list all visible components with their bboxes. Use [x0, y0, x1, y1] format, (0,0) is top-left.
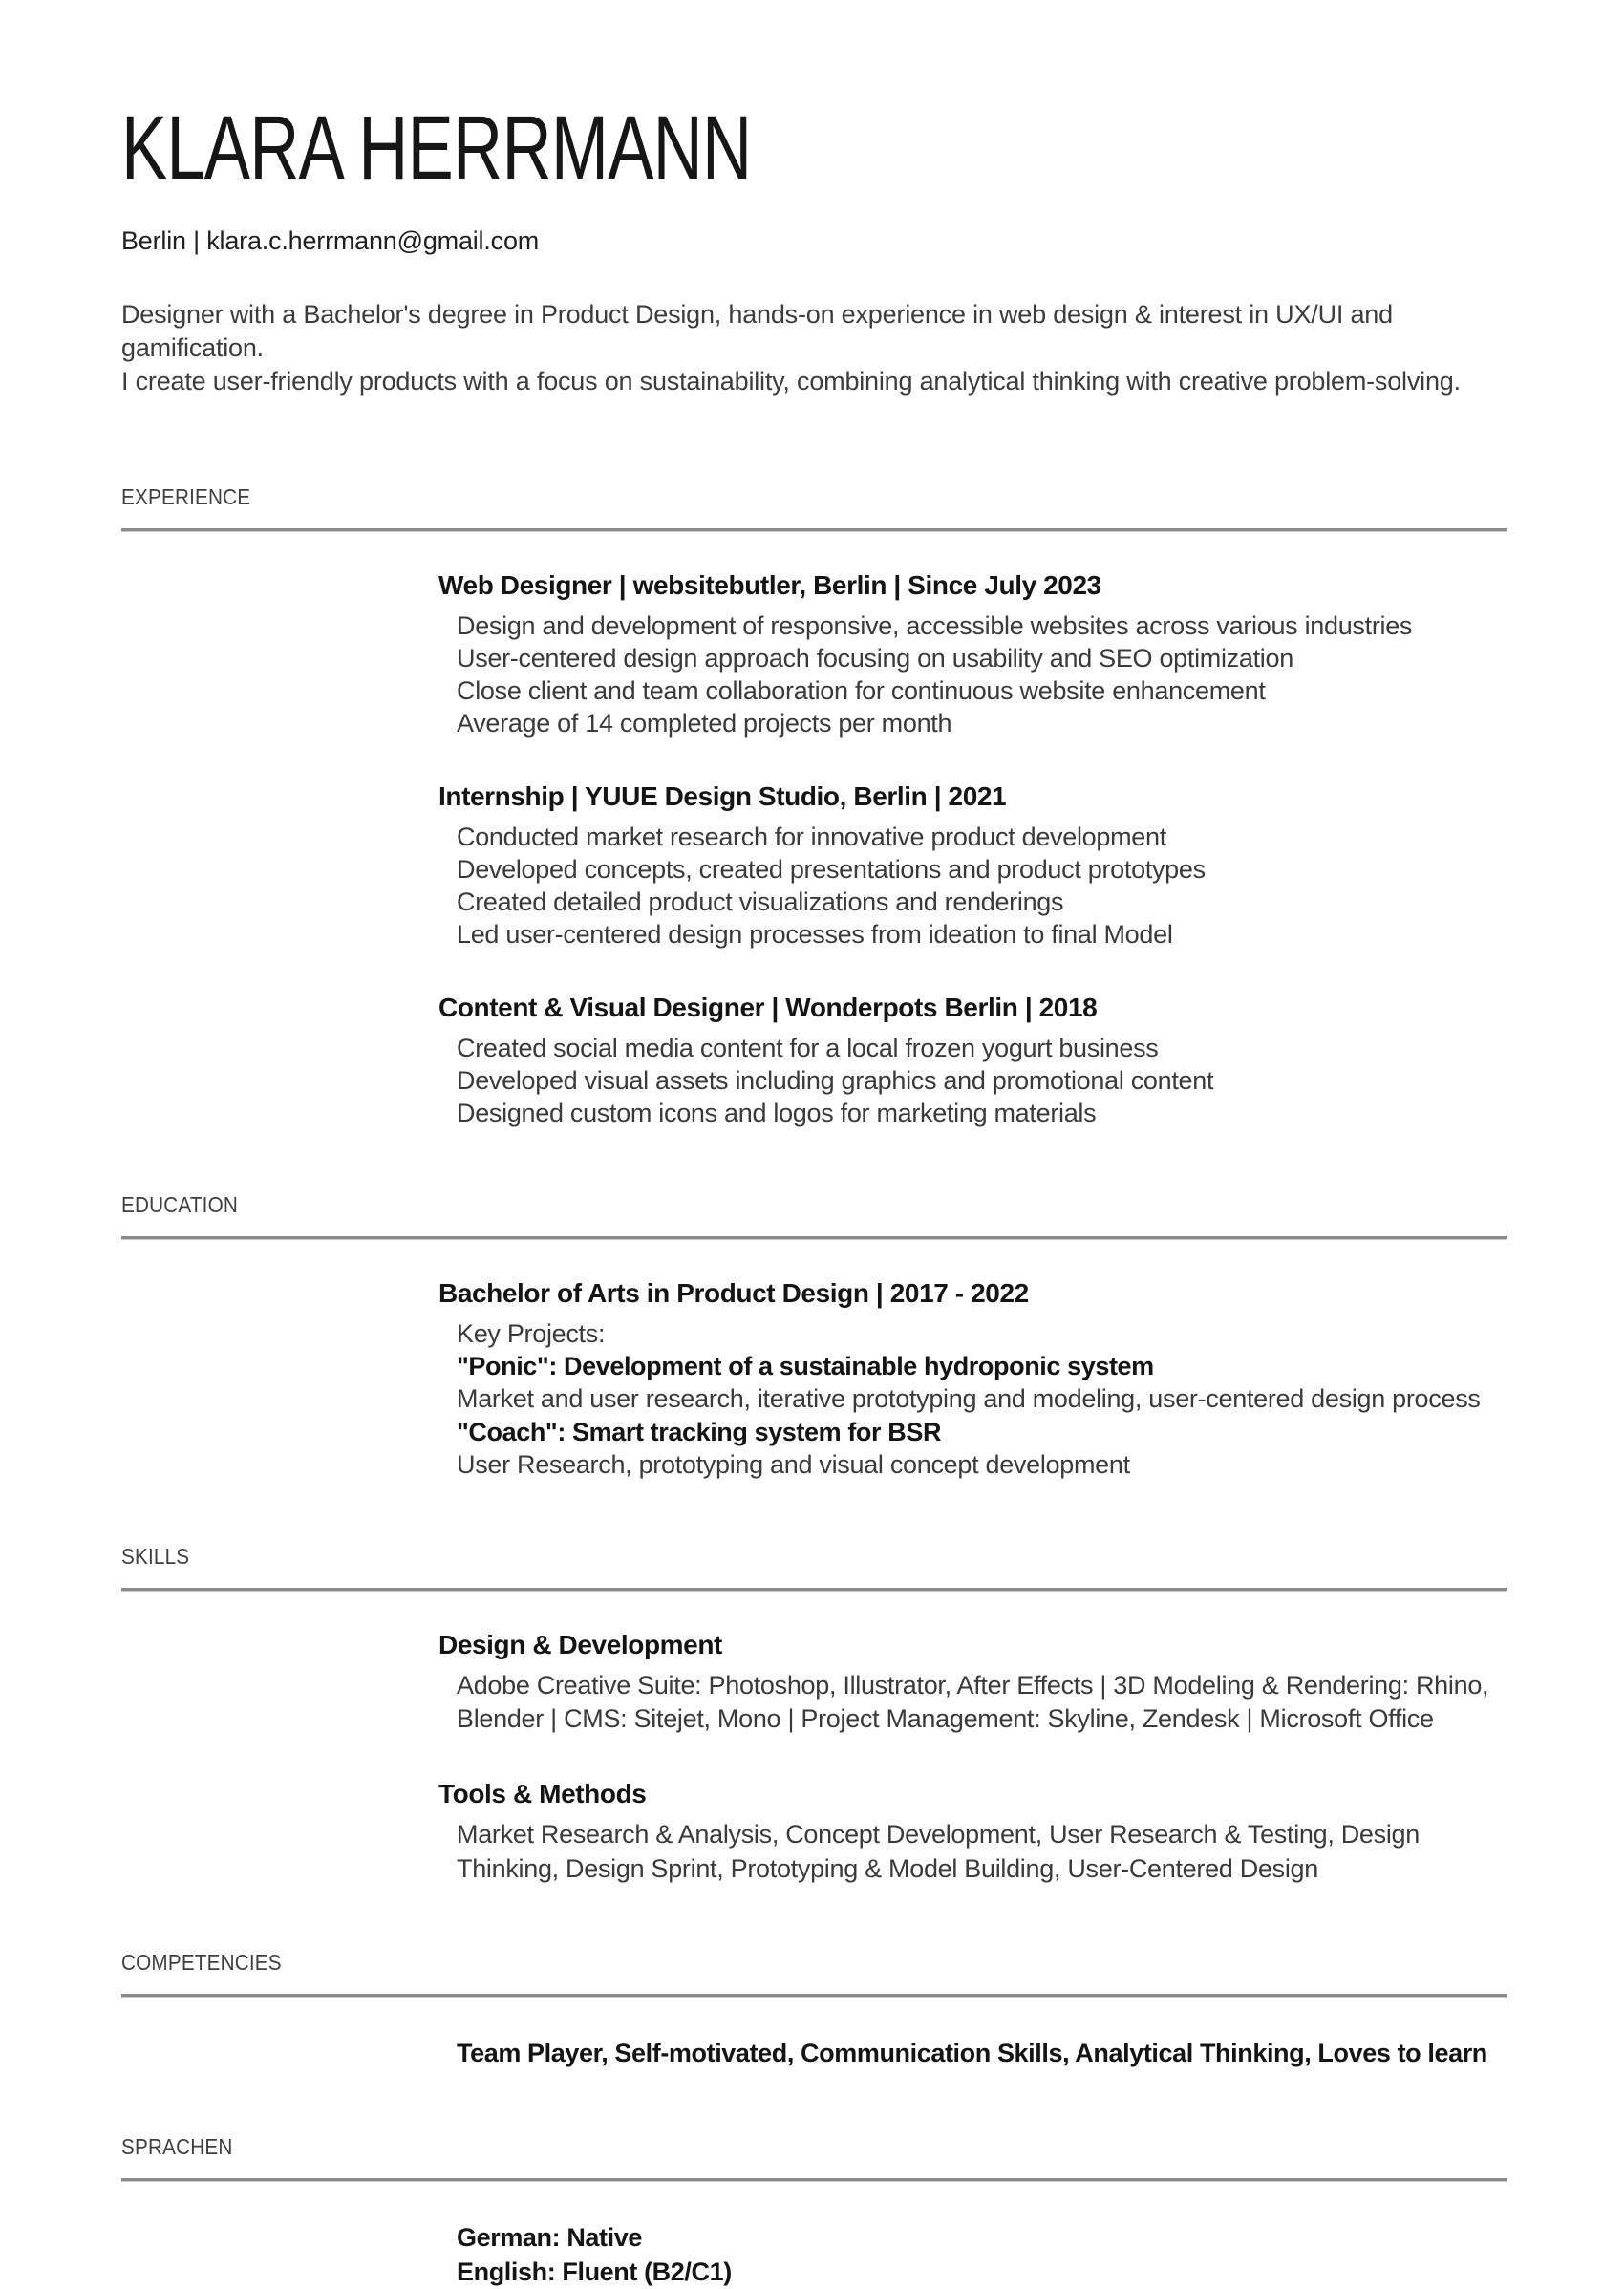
- job-bullet: Created social media content for a local frozen yogurt business: [457, 1034, 1159, 1063]
- summary-line-2: I create user-friendly products with a focus on sustainability, combining analytical thinking with creative problem-solving.: [121, 367, 1461, 396]
- skills-content: [438, 1630, 1507, 1888]
- contact-line: Berlin | klara.c.herrmann@gmail.com: [121, 226, 540, 255]
- job-bullets: [457, 610, 1498, 739]
- skills-group: [438, 1630, 1498, 1738]
- job-bullet: Developed visual assets including graphics and promotional content: [457, 1066, 1214, 1096]
- experience-entry: [438, 570, 1498, 739]
- job-bullet: Created detailed product visualizations and renderings: [457, 888, 1064, 917]
- job-title: Web Designer | websitebutler, Berlin | Since July 2023: [438, 570, 1101, 601]
- experience-content: [438, 570, 1507, 1129]
- resume-header: [121, 97, 1507, 398]
- degree-title: Bachelor of Arts in Product Design | 2017 - 2022: [438, 1278, 1029, 1309]
- job-bullets: [457, 821, 1498, 951]
- sprachen-content: [438, 2220, 1507, 2289]
- skills-group: [438, 1779, 1498, 1887]
- job-title: Internship | YUUE Design Studio, Berlin | 2021: [438, 781, 1007, 812]
- section-title-competencies: COMPETENCIES: [121, 1950, 282, 1976]
- section-title-skills: SKILLS: [121, 1543, 190, 1569]
- section-divider: [121, 1236, 1507, 1240]
- job-bullet: Developed concepts, created presentations and product prototypes: [457, 855, 1206, 885]
- education-line: Key Projects:: [457, 1319, 606, 1349]
- summary-line-1: Designer with a Bachelor's degree in Product Design, hands-on experience in web design & interest in UX/UI and gamification.: [121, 300, 1393, 363]
- section-divider: [121, 2178, 1507, 2182]
- section-divider: [121, 1588, 1507, 1592]
- job-bullet: Led user-centered design processes from ideation to final Model: [457, 920, 1173, 950]
- competencies-line: Team Player, Self-motivated, Communication Skills, Analytical Thinking, Loves to learn: [457, 2039, 1487, 2068]
- skills-group-heading: Tools & Methods: [438, 1779, 647, 1809]
- section-experience: [121, 484, 1507, 1129]
- job-bullet: Designed custom icons and logos for marketing materials: [457, 1099, 1097, 1128]
- job-bullet: Design and development of responsive, accessible websites across various industries: [457, 611, 1413, 641]
- competencies-content: [438, 2036, 1507, 2070]
- section-divider: [121, 528, 1507, 532]
- education-content: [438, 1278, 1507, 1480]
- job-bullets: [457, 1032, 1498, 1129]
- education-project-title: "Coach": Smart tracking system for BSR: [457, 1417, 942, 1446]
- education-line: Market and user research, iterative prototyping and modeling, user-centered design process: [457, 1384, 1481, 1414]
- section-competencies: [121, 1950, 1507, 2070]
- section-title-education: EDUCATION: [121, 1192, 238, 1218]
- section-title-experience: EXPERIENCE: [121, 484, 251, 510]
- education-entry: [438, 1278, 1498, 1480]
- section-sprachen: [121, 2134, 1507, 2289]
- education-line: User Research, prototyping and visual concept development: [457, 1449, 1130, 1479]
- experience-entry: [438, 993, 1498, 1129]
- job-bullet: Conducted market research for innovative product development: [457, 823, 1166, 852]
- job-bullet: User-centered design approach focusing on usability and SEO optimization: [457, 644, 1293, 674]
- summary-paragraph: [121, 298, 1507, 398]
- language-line: German: Native: [457, 2222, 642, 2252]
- section-title-sprachen: SPRACHEN: [121, 2133, 233, 2159]
- candidate-name: KLARA HERRMANN: [121, 97, 752, 199]
- language-line: English: Fluent (B2/C1): [457, 2257, 732, 2287]
- education-details: [457, 1317, 1498, 1480]
- skills-group-heading: Design & Development: [438, 1629, 722, 1659]
- job-title: Content & Visual Designer | Wonderpots Berlin | 2018: [438, 993, 1098, 1023]
- skills-group-body: Adobe Creative Suite: Photoshop, Illustrator, After Effects | 3D Modeling & Rendering: Rhino, Blender | CMS: Sitejet, Mono | Project Management: Skyline, Zendesk | Microsoft Office: [457, 1670, 1489, 1734]
- education-project-title: "Ponic": Development of a sustainable hydroponic system: [457, 1352, 1154, 1381]
- job-bullet: Close client and team collaboration for continuous website enhancement: [457, 676, 1266, 706]
- experience-entry: [438, 781, 1498, 951]
- section-skills: [121, 1544, 1507, 1888]
- section-divider: [121, 1994, 1507, 1998]
- job-bullet: Average of 14 completed projects per month: [457, 709, 952, 738]
- skills-group-body: Market Research & Analysis, Concept Development, User Research & Testing, Design Thinking, Design Sprint, Prototyping & Model Building, User-Centered Design: [457, 1820, 1420, 1884]
- section-education: [121, 1192, 1507, 1480]
